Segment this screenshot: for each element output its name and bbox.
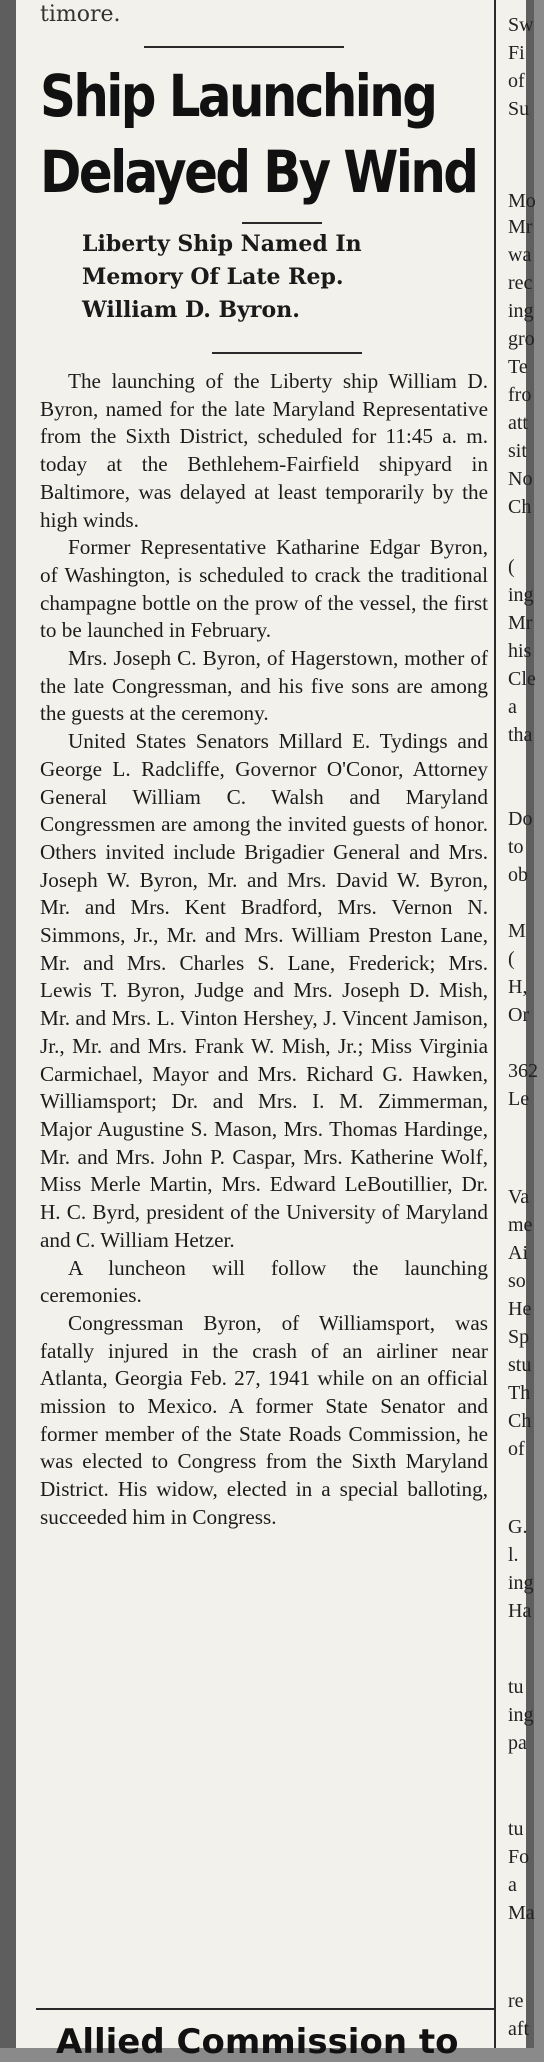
side-column-fragment: ob (508, 864, 528, 886)
paragraph: The launching of the Liberty ship William D. Byron, named for the late Maryland Representative from the Sixth District, scheduled for 11:45 a. m. today at the Bethlehem-Fairfield shipyard in Baltimore, was delayed at least temporarily by the high winds. (40, 369, 488, 532)
side-column-fragment: Do (508, 808, 533, 830)
side-column-fragment: Va (508, 1186, 530, 1208)
paragraph: Congressman Byron, of Williamsport, was fatally injured in the crash of an airliner near Atlanta, Georgia Feb. 27, 1941 while on an official mission to Mexico. A former State Senator and former member of the State Roads Commission, he was elected to Congress from the Sixth Maryland District. His widow, elected in a special balloting, succeeded him in Congress. (40, 1310, 488, 1529)
side-column-fragment: 362 (508, 1060, 538, 1082)
headline (40, 58, 477, 210)
side-column-fragment: tu (508, 1676, 524, 1698)
column-divider (494, 0, 496, 2048)
side-column-fragment: Su (508, 98, 530, 120)
headline-line-1: Ship Launching (40, 62, 436, 130)
side-column-fragment: tha (508, 724, 533, 746)
side-column-fragment: M (508, 920, 526, 942)
side-column-fragment: ( (508, 556, 515, 578)
side-column-fragment: tu (508, 1818, 524, 1840)
side-column-fragment: Mo (508, 190, 536, 212)
previous-article-fragment: timore. (40, 2, 121, 27)
side-column-fragment: of (508, 1438, 525, 1460)
side-column-fragment: Fo (508, 1846, 530, 1868)
next-article-headline-fragment: Allied Commission to (56, 2022, 459, 2062)
side-column-fragment: att (508, 412, 528, 434)
side-column-fragment: ing (508, 1572, 534, 1594)
side-column-fragment: He (508, 1298, 532, 1320)
side-column-fragment: l. (508, 1544, 519, 1566)
side-column-fragment: No (508, 468, 533, 490)
side-column-fragment: Sw (508, 14, 534, 36)
article-body (40, 368, 488, 1532)
side-column-fragment: sit (508, 440, 527, 462)
side-column-fragment: Ai (508, 1242, 528, 1264)
side-column-fragment: Le (508, 1088, 530, 1110)
side-column-fragment: Ha (508, 1600, 532, 1622)
side-column-fragment: rec (508, 272, 533, 294)
article-end-rule (36, 2008, 494, 2010)
side-column-fragment: of (508, 70, 525, 92)
subhead-line-2: Memory Of Late Rep. (82, 264, 344, 290)
subhead-line-3: William D. Byron. (82, 297, 300, 323)
subheadline (82, 228, 482, 327)
headline-line-2: Delayed By Wind (40, 138, 477, 206)
side-column-fragment: me (508, 1214, 533, 1236)
side-column-fragment: so (508, 1270, 526, 1292)
subhead-line-1: Liberty Ship Named In (82, 231, 362, 257)
side-column-fragment: ing (508, 584, 534, 606)
paragraph: Mrs. Joseph C. Byron, of Hagerstown, mother of the late Congressman, and his five sons are among the guests at the ceremony. (40, 646, 488, 726)
newspaper-page (16, 0, 538, 2062)
side-column-fragment: gro (508, 328, 535, 350)
side-column-fragment: Mr (508, 216, 533, 238)
side-column-fragment: Cle (508, 668, 536, 690)
side-column-fragment: ing (508, 1704, 534, 1726)
side-column-fragment: Ma (508, 1902, 535, 1924)
side-column-fragment: his (508, 640, 532, 662)
adjacent-column-fragments (504, 0, 544, 2048)
side-column-fragment: a (508, 1874, 517, 1896)
side-column-fragment: aft (508, 2018, 530, 2040)
side-column-fragment: to (508, 836, 524, 858)
side-column-fragment: Mr (508, 612, 533, 634)
side-column-fragment: stu (508, 1354, 532, 1376)
side-column-fragment: Fi (508, 42, 525, 64)
side-column-fragment: Ch (508, 496, 532, 518)
side-column-fragment: Ch (508, 1410, 532, 1432)
side-column-fragment: Sp (508, 1326, 530, 1348)
side-column-fragment: fro (508, 384, 532, 406)
side-column-fragment: pa (508, 1732, 527, 1754)
headline-top-rule (144, 46, 344, 48)
side-column-fragment: Or (508, 1004, 530, 1026)
paragraph: Former Representative Katharine Edgar Byron, of Washington, is scheduled to crack the traditional champagne bottle on the prow of the vessel, the first to be launched in February. (40, 535, 488, 643)
headline-divider (242, 222, 322, 224)
side-column-fragment: Th (508, 1382, 531, 1404)
subhead-divider (212, 352, 362, 354)
side-column-fragment: H, (508, 976, 528, 998)
side-column-fragment: wa (508, 244, 532, 266)
side-column-fragment: G. (508, 1516, 528, 1538)
paragraph: A luncheon will follow the launching ceremonies. (40, 1255, 488, 1308)
side-column-fragment: Te (508, 356, 528, 378)
side-column-fragment: a (508, 696, 517, 718)
paragraph: United States Senators Millard E. Tydings and George L. Radcliffe, Governor O'Conor, Attorney General William C. Walsh and Maryland Congressmen are among the invited guests of honor. Others invited include Brigadier General and Mrs. Joseph W. Byron, Mr. and Mrs. David W. Byron, Mr. and Mrs. Kent Bradford, Mrs. Vernon N. Simmons, Jr., Mr. and Mrs. William Preston Lane, Mr. and Mrs. Charles S. Lane, Frederick; Mrs. Lewis T. Byron, Judge and Mrs. Joseph D. Mish, Mr. and Mrs. L. Vinton Hershey, J. Vincent Jamison, Jr., Mr. and Mrs. Frank W. Mish, Jr.; Miss Virginia Carmichael, Mayor and Mrs. Richard G. Hawken, Williamsport; Dr. and Mrs. I. M. Zimmerman, Major Augustine S. Mason, Mrs. Thomas Hardinge, Mr. and Mrs. John P. Caspar, Mrs. Katherine Wolf, Miss Merle Martin, Mrs. Edward LeBoutillier, Dr. H. C. Byrd, president of the University of Maryland and C. William Hetzer. (40, 729, 488, 1252)
side-column-fragment: ing (508, 300, 534, 322)
side-column-fragment: ( (508, 948, 515, 970)
side-column-fragment: re (508, 1990, 524, 2012)
